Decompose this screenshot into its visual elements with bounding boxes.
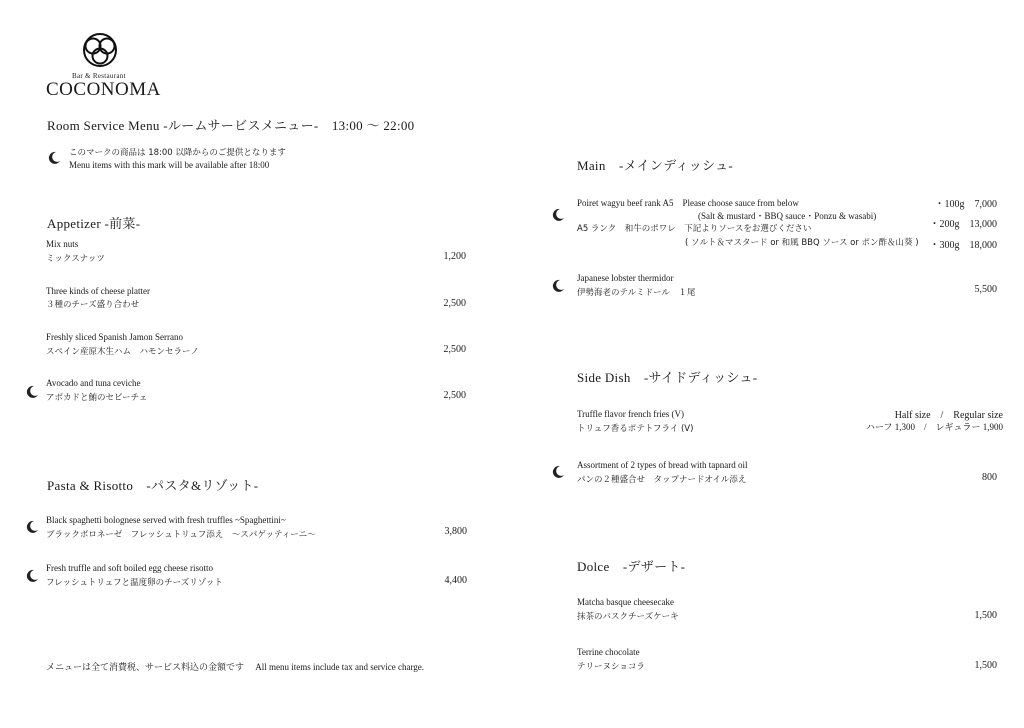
menu-item-name-en: Mix nuts — [46, 239, 79, 249]
menu-item-price: 1,500 — [974, 660, 997, 671]
menu-item-name-jp: 抹茶のバスクチーズケーキ — [577, 612, 679, 622]
menu-item-name-en: Matcha basque cheesecake — [577, 597, 674, 607]
pasta-heading: Pasta & Risotto -パスタ&リゾット- — [47, 478, 259, 493]
menu-item-name-en: Three kinds of cheese platter — [46, 286, 150, 296]
menu-title: Room Service Menu -ルームサービスメニュー- 13:00 ～ 22:00 — [47, 118, 415, 133]
menu-item-price: 5,500 — [974, 284, 997, 295]
menu-item-name-jp: スペイン産原木生ハム ハモンセラーノ — [46, 347, 199, 357]
restaurant-logo — [46, 32, 161, 102]
wagyu-price-300g: ・300g 18,000 — [929, 240, 997, 251]
wagyu-name-en: Poiret wagyu beef rank A5 Please choose sauce from below — [577, 198, 799, 208]
fries-size-en: Half size / Regular size — [894, 410, 1003, 421]
menu-item-name-jp: テリーヌショコラ — [577, 662, 645, 672]
fries-size-price: ハーフ 1,300 / レギュラー 1,900 — [865, 422, 1003, 432]
menu-item-name-en: Freshly sliced Spanish Jamon Serrano — [46, 332, 183, 342]
menu-item-name-en: Black spaghetti bolognese served with fresh truffles ~Spaghettini~ — [46, 515, 286, 525]
menu-item-price: 3,800 — [444, 526, 467, 537]
menu-item-name-en: Terrine chocolate — [577, 647, 640, 657]
menu-item-price: 800 — [982, 472, 997, 483]
menu-item-price: 2,500 — [443, 344, 466, 355]
moon-icon — [25, 520, 39, 534]
moon-icon — [25, 569, 39, 583]
menu-item-name-en: Fresh truffle and soft boiled egg cheese risotto — [46, 563, 214, 573]
menu-item-name-jp: 伊勢海老のテルミドール １尾 — [577, 288, 696, 298]
moon-icon — [551, 208, 565, 222]
menu-item-name-en: Assortment of 2 types of bread with tapnard oil — [577, 460, 748, 470]
menu-item-price: 1,200 — [443, 251, 466, 262]
moon-icon — [551, 279, 565, 293]
flower-emblem-icon — [78, 32, 122, 68]
menu-item-name-jp: パンの２種盛合せ タップナードオイル添え — [577, 475, 747, 485]
wagyu-price-100g: ・100g 7,000 — [934, 199, 997, 210]
evening-note-en: Menu items with this mark will be available after 18:00 — [69, 160, 270, 170]
menu-item-name-jp: アボカドと鮪のセビーチェ — [46, 393, 148, 403]
moon-icon — [47, 151, 61, 165]
menu-item-name-jp: フレッシュトリュフと温度卵のチーズリゾット — [46, 578, 223, 588]
menu-item-name-jp: トリュフ香るポテトフライ (V) — [577, 424, 694, 434]
menu-item-price: 2,500 — [443, 390, 466, 401]
menu-item-price: 4,400 — [444, 575, 467, 586]
menu-item-name-en: Japanese lobster thermidor — [577, 273, 674, 283]
logo-subtitle: Bar & Restaurant — [72, 72, 126, 80]
evening-note-jp: このマークの商品は 18:00 以降からのご提供となります — [69, 148, 286, 158]
side-heading: Side Dish -サイドディッシュ- — [577, 370, 758, 385]
menu-item-name-jp: ブラックボロネーゼ フレッシュトリュフ添え ～スパゲッティーニ～ — [46, 530, 316, 540]
main-heading: Main -メインディッシュ- — [577, 158, 734, 173]
appetizer-heading: Appetizer -前菜- — [47, 216, 141, 231]
dolce-heading: Dolce -デザート- — [577, 559, 686, 574]
wagyu-sauce-jp: ( ソルト＆マスタード or 和風 BBQ ソース or ポン酢＆山葵 ) — [685, 238, 919, 248]
wagyu-name-jp: A5 ランク 和牛のポワレ 下記よりソースをお選びください — [577, 224, 812, 234]
menu-item-name-jp: ミックスナッツ — [46, 254, 105, 264]
menu-item-name-en: Truffle flavor french fries (V) — [577, 409, 684, 419]
wagyu-price-200g: ・200g 13,000 — [929, 219, 997, 230]
moon-icon — [551, 465, 565, 479]
menu-item-name-jp: ３種のチーズ盛り合わせ — [46, 300, 140, 310]
menu-item-price: 1,500 — [974, 610, 997, 621]
tax-note: メニューは全て消費税、サービス料込の金額です All menu items include tax and service charge. — [46, 662, 425, 672]
menu-item-price: 2,500 — [443, 298, 466, 309]
wagyu-sauce-en: (Salt & mustard・BBQ sauce・Ponzu & wasabi) — [698, 211, 877, 221]
menu-item-name-en: Avocado and tuna ceviche — [46, 378, 141, 388]
logo-brand: COCONOMA — [46, 79, 161, 100]
moon-icon — [25, 385, 39, 399]
